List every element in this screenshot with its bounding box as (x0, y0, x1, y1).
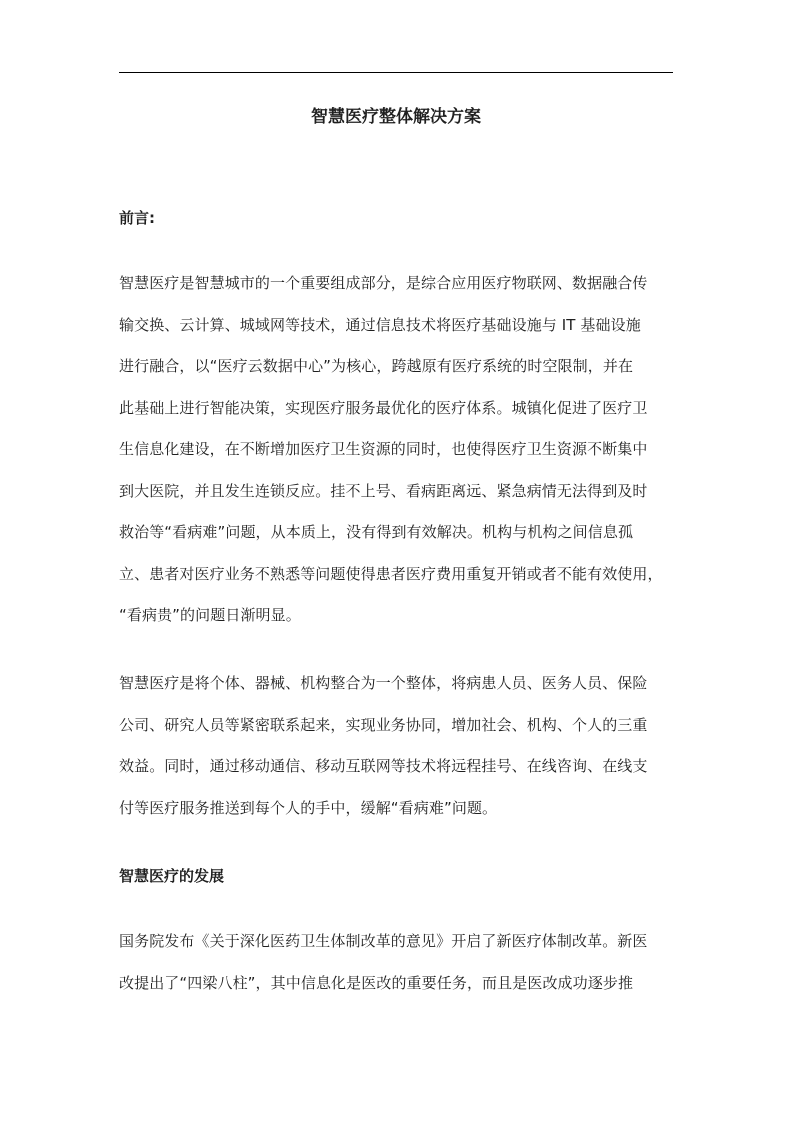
paragraph-line: 立、患者对医疗业务不熟悉等问题使得患者医疗费用重复开销或者不能有效使用， (119, 564, 663, 583)
paragraph-line: 此基础上进行智能决策，实现医疗服务最优化的医疗体系。城镇化促进了医疗卫 (119, 398, 648, 417)
paragraph-line: 进行融合，以“医疗云数据中心”为核心，跨越原有医疗系统的时空限制，并在 (119, 357, 634, 375)
paragraph-line: 国务院发布《关于深化医药卫生体制改革的意见》开启了新医疗体制改革。新医 (119, 932, 648, 950)
paragraph-line: 公司、研究人员等紧密联系起来，实现业务协同，增加社会、机构、个人的三重 (119, 715, 648, 734)
paragraph-integration (119, 663, 679, 829)
paragraph-line: “看病贵”的问题日渐明显。 (119, 606, 301, 624)
paragraph-line: 救治等“看病难”问题，从本质上，没有得到有效解决。机构与机构之间信息孤 (119, 523, 634, 541)
paragraph-reform (119, 921, 679, 1004)
paragraph-line: 改提出了“四梁八柱”，其中信息化是医改的重要任务，而且是医改成功逐步推 (119, 973, 634, 992)
header-rule (119, 72, 673, 73)
preface-heading: 前言: (119, 209, 155, 227)
paragraph-line: 输交换、云计算、城域网等技术，通过信息技术将医疗基础设施与 IT 基础设施 (119, 315, 641, 334)
document-title: 智慧医疗整体解决方案 (311, 107, 481, 127)
paragraph-line: 到大医院，并且发生连锁反应。挂不上号、看病距离远、紧急病情无法得到及时 (119, 481, 648, 500)
paragraph-line: 付等医疗服务推送到每个人的手中，缓解“看病难”问题。 (119, 798, 498, 817)
paragraph-line: 效益。同时，通过移动通信、移动互联网等技术将远程挂号、在线咨询、在线支 (119, 757, 648, 775)
paragraph-line: 生信息化建设，在不断增加医疗卫生资源的同时，也使得医疗卫生资源不断集中 (119, 440, 648, 458)
paragraph-line: 智慧医疗是将个体、器械、机构整合为一个整体，将病患人员、医务人员、保险 (119, 674, 648, 692)
development-heading: 智慧医疗的发展 (119, 867, 225, 885)
paragraph-intro (119, 263, 679, 637)
paragraph-line: 智慧医疗是智慧城市的一个重要组成部分，是综合应用医疗物联网、数据融合传 (119, 274, 648, 292)
